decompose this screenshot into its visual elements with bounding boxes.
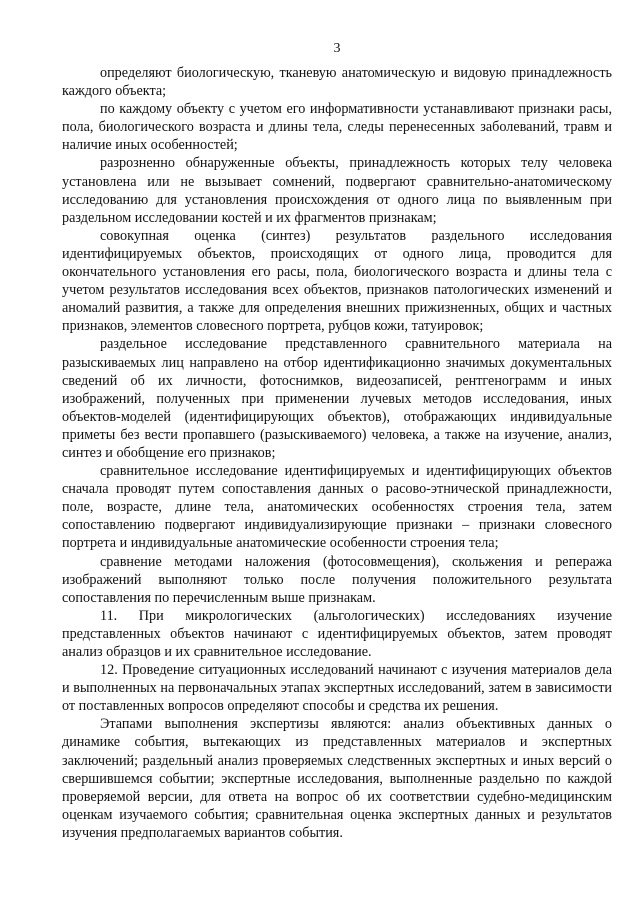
paragraph-1: определяют биологическую, тканевую анатомическую и видовую принадлежность каждого объекта;: [62, 65, 612, 100]
page-number: 3: [333, 41, 341, 56]
paragraph-4: совокупная оценка (синтез) результатов раздельного исследования идентифицируемых объектов, происходящих от одного лица, проводится для окончательного установления его расы, пола, биологического возраста и длины тела с учетом результатов исследования всех объектов, признаков патологических изменений и аномалий развития, а также для определения внешних прижизненных, общих и частных признаков, элементов словесного портрета, рубцов кожи, татуировок;: [62, 227, 612, 335]
paragraph-3: разрозненно обнаруженные объекты, принадлежность которых телу человека установлена или не вызывает сомнений, подвергают сравнительно-анатомическому исследованию для установления происхождения от одного лица по выявленным при раздельном исследовании костей и их фрагментов признакам;: [62, 155, 612, 226]
paragraph-7: сравнение методами наложения (фотосовмещения), скольжения и репеража изображений выполняют только после получения положительного результата сопоставления по перечисленным выше признакам.: [62, 553, 612, 606]
document-body: [62, 64, 612, 842]
paragraph-9: 12. Проведение ситуационных исследований начинают с изучения материалов дела и выполненных на первоначальных этапах экспертных исследований, затем в зависимости от поставленных вопросов определяют способы и средства их решения.: [62, 662, 612, 715]
paragraph-2: по каждому объекту с учетом его информативности устанавливают признаки расы, пола, биологического возраста и длины тела, следы перенесенных заболеваний, травм и наличие иных особенностей;: [62, 101, 612, 154]
paragraph-10: Этапами выполнения экспертизы являются: анализ объективных данных о динамике события, вытекающих из представленных материалов и экспертных заключений; раздельный анализ проверяемых следственных экспертных и иных версий о свершившемся событии; экспертные исследования, выполненные раздельно по каждой проверяемой версии, для ответа на вопрос об их соответствии судебно-медицинским оценкам изучаемого события; сравнительная оценка экспертных данных и результатов изучения предполагаемых вариантов события.: [62, 716, 612, 841]
paragraph-5: раздельное исследование представленного сравнительного материала на разыскиваемых лиц направлено на отбор идентификационно значимых документальных сведений об их личности, фотоснимков, видеозаписей, рентгенограмм и иных изображений, полученных при применении лучевых методов исследования, иных объектов-моделей (идентифицирующих объектов), отображающих индивидуальные приметы без вести пропавшего (разыскиваемого) человека, а также на изучение, анализ, синтез и обобщение его признаков;: [62, 336, 612, 461]
paragraph-8: 11. При микрологических (альгологических) исследованиях изучение представленных объектов начинают с идентифицируемых объектов, затем проводят анализ образцов и их сравнительное исследование.: [62, 607, 612, 660]
paragraph-6: сравнительное исследование идентифицируемых и идентифицирующих объектов сначала проводят путем сопоставления данных о расово-этнической принадлежности, поле, возрасте, длине тела, анатомических особенностях строения тела, затем сопоставлению подвергают индивидуализирующие признаки – признаки словесного портрета и индивидуальные анатомические особенности строения тела;: [62, 463, 612, 552]
